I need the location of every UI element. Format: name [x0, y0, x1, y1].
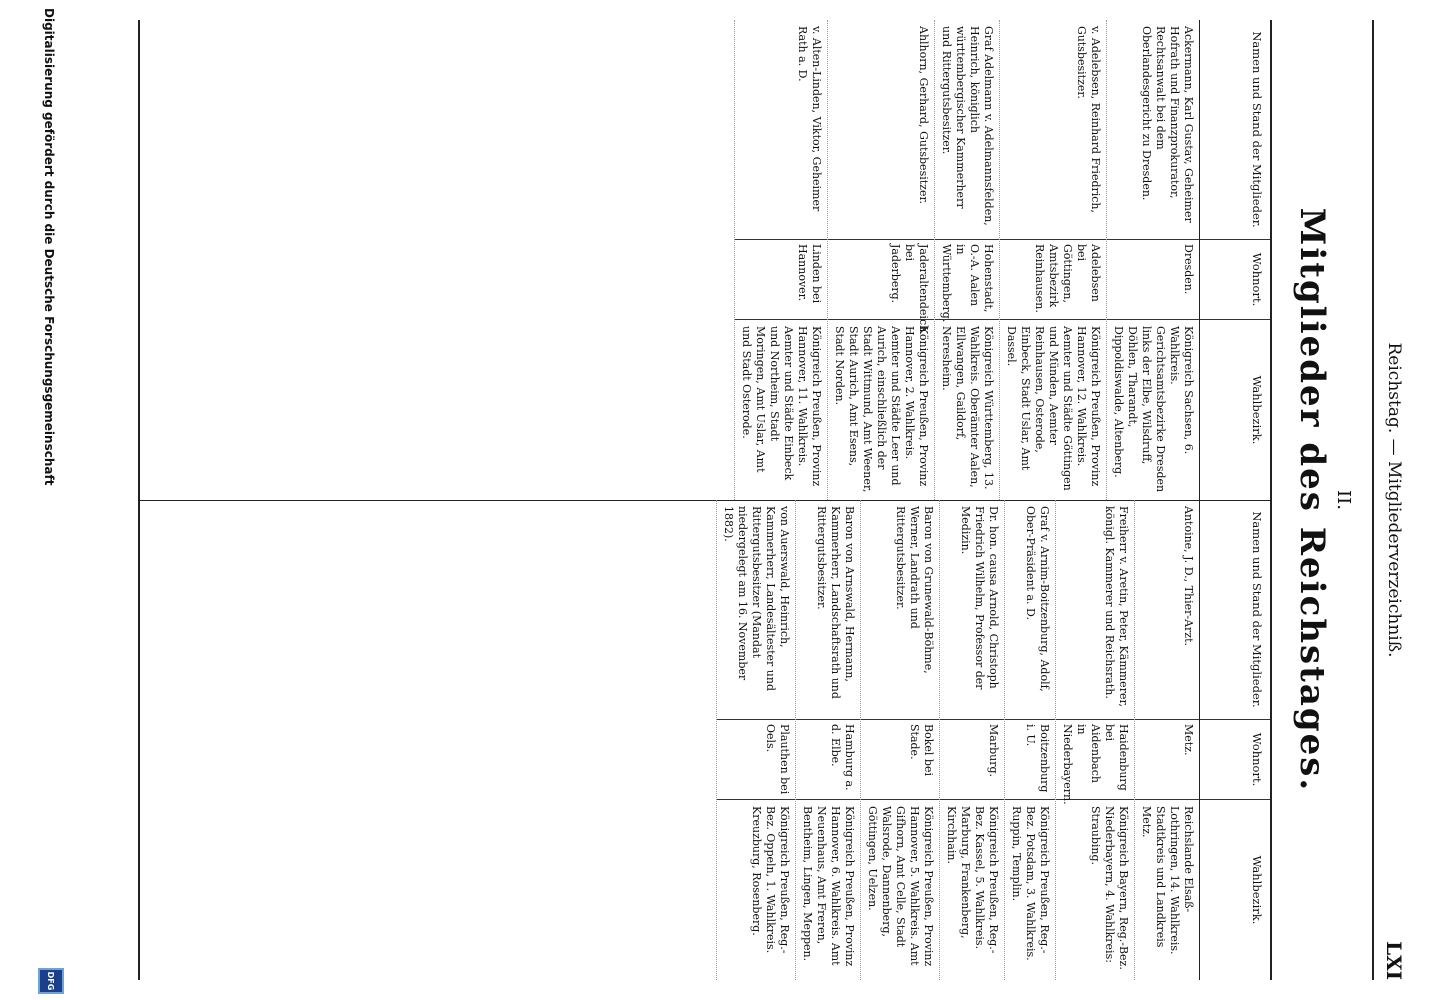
- member-district: Königreich Preußen, Reg.-Bez. Kassel, 5. Wahlkreis. Marburg, Frankenberg, Kirchhain.: [945, 806, 1000, 954]
- members-table: [138, 20, 1272, 980]
- funding-credit: Digitalisierung gefördert durch die Deutsche Forschungsgemeinschaft: [42, 8, 56, 486]
- header-name: Namen und Stand der Mitglieder.: [1200, 20, 1270, 240]
- member-residence: Adelebsen bei Göttingen, Amtsbezirk Reinhausen.: [1000, 240, 1106, 320]
- member-row: [934, 20, 999, 500]
- member-district: Königreich Preußen, Provinz Hannover, 6. Wahlkreis. Amt Neuenhaus, Amt Freren, Bentheim, Lingen, Meppen.: [801, 806, 856, 967]
- member-row: [716, 500, 795, 980]
- member-row: [795, 500, 860, 980]
- member-name: Ackermann, Karl Gustav, Geheimer Hofrath und Finanzprokurator, Rechtsanwalt bei dem Oberlandesgericht zu Dresden.: [1107, 20, 1199, 240]
- member-district: Reichslande Elsaß-Lothringen, 14. Wahlkreis. Stadtkreis und Landkreis Metz.: [1140, 806, 1195, 955]
- member-residence: Hamburg a. d. Elbe.: [796, 720, 860, 800]
- member-name: Baron von Grunewald-Böhme, Werner, Landrath und Rittergutsbesitzer.: [861, 500, 939, 720]
- member-row: [1055, 500, 1134, 980]
- member-residence: Plauthen bei Oels.: [717, 720, 795, 800]
- right-entries: [140, 500, 1199, 980]
- member-district: Königreich Preußen, Provinz Hannover, 5. Wahlkreis. Amt Gifhorn, Amt Celle, Stadt Walsrode, Dannenberg, Göttingen, Uelzen.: [866, 806, 935, 967]
- member-name: Graf Adelmann v. Adelmannsfelden, Heinrich, königlich württembergischer Kammerherr und Rittergutsbesitzer.: [935, 20, 999, 240]
- member-row: [734, 20, 827, 500]
- member-name: Baron von Arnswald, Hermann, Kammerherr, Landschaftsrath und Rittergutsbesitzer.: [796, 500, 860, 720]
- member-row: [1004, 500, 1055, 980]
- member-district: Königreich Sachsen, 6. Wahlkreis. Gerichtsamtsbezirke Dresden links der Elbe, Wilsdruff, Döhlen, Tharandt, Dippoldiswalde, Altenberg.: [1112, 326, 1195, 493]
- member-residence: Marburg.: [940, 720, 1004, 800]
- member-residence: Metz.: [1135, 720, 1199, 800]
- member-row: [1134, 500, 1199, 980]
- member-row: [860, 500, 939, 980]
- member-residence: Boitzenburg i. U.: [1005, 720, 1055, 800]
- left-entries: [140, 20, 1199, 500]
- member-row: [999, 20, 1106, 500]
- member-row: [1106, 20, 1199, 500]
- section-number: II.: [1333, 490, 1354, 510]
- header-name: Namen und Stand der Mitglieder.: [1200, 500, 1270, 720]
- member-district: Königreich Bayern, Reg.-Bez. Niederbayern, 4. Wahlkreis: Straubing.: [1089, 806, 1130, 970]
- member-name: von Auerswald, Heinrich, Kammerherr, Landesältester und Rittergutsbesitzer (Mandat niedergelegt am 16. November 1882).: [717, 500, 795, 720]
- member-name: Antoine, J. D., Thier-Arzt.: [1135, 500, 1199, 720]
- member-district: Königreich Preußen, Reg.-Bez. Potsdam, 3. Wahlkreis. Ruppin, Templin.: [1010, 806, 1051, 961]
- member-residence: Haidenburg bei Aidenbach in Niederbayern.: [1056, 720, 1134, 800]
- member-residence: Bokel bei Stade.: [861, 720, 939, 800]
- member-name: Freiherr v. Aretin, Peter, Kämmerer, königl. Kammerer und Reichsrath.: [1056, 500, 1134, 720]
- member-district: Königreich Preußen, Provinz Hannover, 12. Wahlkreis. Aemter und Städte Göttingen und Münden, Aemter Reinhausen, Osterode, Einbeck, Stadt Uslar, Amt Dassel.: [1005, 326, 1102, 491]
- member-name: Graf v. Arnim-Boitzenburg, Adolf, Ober-Präsident a. D.: [1005, 500, 1055, 720]
- header-district: Wahlbezirk.: [1250, 375, 1264, 445]
- member-name: v. Alten-Linden, Viktor, Geheimer Rath a. D.: [735, 20, 827, 240]
- member-residence: Linden bei Hannover.: [735, 240, 827, 320]
- digitization-footer: [0, 0, 66, 1000]
- table-header: [1199, 20, 1270, 500]
- member-row: [827, 20, 934, 500]
- member-district: Königreich Württemberg, 13. Wahlkreis. Oberämter Aalen, Ellwangen, Gaildorf, Neresheim.: [940, 326, 995, 490]
- table-header: [1199, 500, 1270, 980]
- header-residence: Wohnort.: [1200, 720, 1270, 800]
- member-name: Ahlhorn, Gerhard, Gutsbesitzer.: [828, 20, 934, 240]
- running-head-title: Reichstag. — Mitgliederverzeichniß.: [1384, 342, 1404, 658]
- member-residence: Dresden.: [1107, 240, 1199, 320]
- dfg-logo: DFG: [38, 968, 64, 994]
- member-district: Königreich Preußen, Reg.-Bez. Oppeln, 1. Wahlkreis. Kreuzburg, Rosenberg.: [750, 806, 791, 954]
- member-district: Königreich Preußen, Provinz Hannover, 2. Wahlkreis. Aemter und Städte Leer und Aurich, einschließlich der Stadt Wittmund, Amt Weener, Stadt Aurich, Amt Esens, Stadt Norden.: [833, 326, 930, 493]
- header-district: Wahlbezirk.: [1250, 855, 1264, 925]
- member-name: v. Adelebsen, Reinhard Friedrich, Gutsbesitzer.: [1000, 20, 1106, 240]
- table-left-half: [140, 20, 1270, 501]
- member-residence: Jaderaltendeich bei Jaderberg.: [828, 240, 934, 320]
- member-district: Königreich Preußen, Provinz Hannover, 11. Wahlkreis. Aemter und Städte Einbeck und Northeim, Stadt Moringen, Amt Uslar, Amt und Stadt Osterode.: [740, 326, 823, 487]
- page-title: Mitglieder des Reichstages.: [1292, 207, 1332, 793]
- member-name: Dr. hon. causa Arnold, Christoph Friedrich Wilhelm, Professor der Medizin.: [940, 500, 1004, 720]
- page-number: LXI: [1382, 941, 1406, 980]
- table-right-half: [140, 500, 1270, 980]
- running-head: [1372, 20, 1414, 980]
- header-residence: Wohnort.: [1200, 240, 1270, 320]
- member-row: [939, 500, 1004, 980]
- member-residence: Hohenstadt, O.-A. Aalen in Württemberg.: [935, 240, 999, 320]
